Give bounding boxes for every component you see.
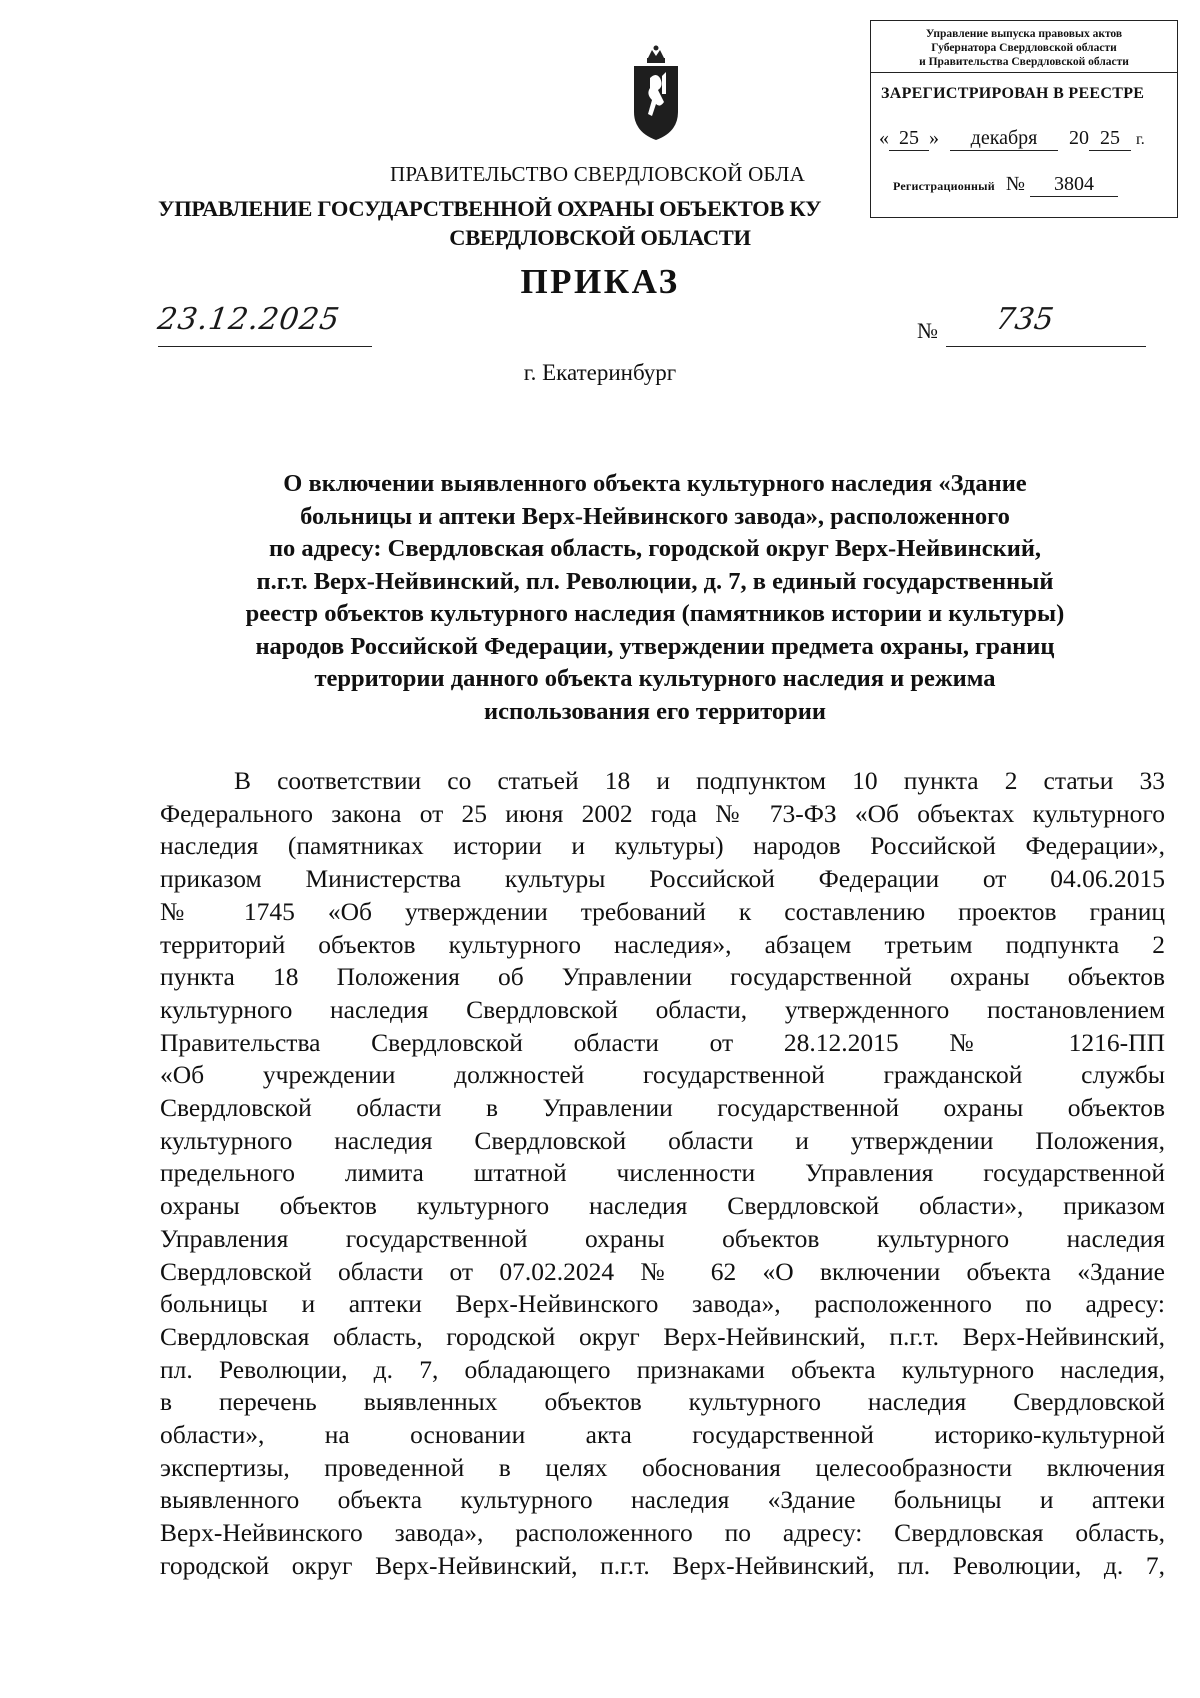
- number-label: №: [917, 318, 938, 343]
- title-line: реестр объектов культурного наследия (памятников истории и культуры): [245, 600, 1065, 627]
- body-line: Свердловской области в Управлении государственной охраны объектов: [160, 1093, 1165, 1123]
- stamp-reg-number: 3804: [1030, 173, 1118, 197]
- title-line: народов Российской Федерации, утверждении предмета охраны, границ: [255, 632, 1055, 660]
- department-name-line-1: УПРАВЛЕНИЕ ГОСУДАРСТВЕННОЙ ОХРАНЫ ОБЪЕКТОВ КУ: [158, 196, 822, 221]
- stamp-number-sign: №: [1005, 173, 1025, 195]
- body-line: области», на основании акта государственной историко-культурной: [160, 1420, 1165, 1450]
- body-line: наследия (памятниках истории и культуры) народов Российской Федерации»,: [160, 831, 1165, 861]
- stamp-year-suffix: 25: [1089, 127, 1131, 151]
- handwritten-number: 735: [993, 302, 1056, 337]
- title-line: О включении выявленного объекта культурного наследия «Здание: [283, 470, 1027, 497]
- body-line: предельного лимита штатной численности Управления государственной: [160, 1158, 1165, 1188]
- coat-of-arms-emblem: [630, 42, 682, 142]
- body-line: Управления государственной охраны объектов культурного наследия: [160, 1223, 1165, 1253]
- body-line: В соответствии со статьей 18 и подпунктом 10 пункта 2 статьи 33: [234, 766, 1165, 795]
- handwritten-number-field: [946, 302, 1146, 347]
- body-line: Свердловская область, городской округ Верх-Нейвинский, п.г.т. Верх-Нейвинский,: [160, 1321, 1165, 1351]
- title-line: территории данного объекта культурного наследия и режима: [314, 665, 996, 692]
- body-line: культурного наследия Свердловской области и утверждении Положения,: [160, 1125, 1165, 1155]
- body-line: пункта 18 Положения об Управлении государственной охраны объектов: [160, 962, 1165, 992]
- body-line: охраны объектов культурного наследия Свердловской области», приказом: [160, 1191, 1165, 1221]
- handwritten-date: 23.12.2025: [155, 302, 343, 337]
- stamp-year-prefix: 20: [1069, 127, 1089, 149]
- stamp-day: 25: [889, 127, 929, 151]
- stamp-month: декабря: [950, 127, 1058, 151]
- title-line: по адресу: Свердловская область, городской округ Верх-Нейвинский,: [268, 535, 1042, 562]
- stamp-reg-label: Регистрационный: [893, 179, 995, 193]
- body-line: в перечень выявленных объектов культурного наследия Свердловской: [160, 1387, 1165, 1417]
- stamp-year-unit: г.: [1136, 131, 1145, 148]
- document-title: [160, 468, 1150, 728]
- stamp-date: [879, 127, 1171, 151]
- stamp-registered-label: ЗАРЕГИСТРИРОВАН В РЕЕСТРЕ: [881, 85, 1145, 102]
- stamp-issuer-line: и Правительства Свердловской области: [919, 56, 1129, 68]
- stamp-quote-open: «: [879, 127, 889, 149]
- title-line: п.г.т. Верх-Нейвинский, пл. Революции, д. 7, в единый государственный: [256, 567, 1054, 595]
- title-line: больницы и аптеки Верх-Нейвинского завода», расположенного: [300, 502, 1010, 530]
- stamp-issuer: [871, 21, 1177, 73]
- body-line: пл. Революции, д. 7, обладающего признаками объекта культурного наследия,: [160, 1354, 1165, 1384]
- stamp-registration-number: [893, 173, 1118, 197]
- stamp-quote-close: »: [929, 127, 939, 149]
- body-line: экспертизы, проведенной в целях обоснования целесообразности включения: [160, 1452, 1165, 1482]
- body-line: территорий объектов культурного наследия», абзацем третьим подпункта 2: [160, 929, 1165, 959]
- handwritten-date-field: [155, 302, 372, 347]
- government-name: ПРАВИТЕЛЬСТВО СВЕРДЛОВСКОЙ ОБЛА: [390, 162, 805, 186]
- stamp-issuer-line: Управление выпуска правовых актов: [925, 28, 1123, 40]
- body-line: выявленного объекта культурного наследия «Здание больницы и аптеки: [160, 1485, 1165, 1515]
- body-line: Федерального закона от 25 июня 2002 года № 73-ФЗ «Об объектах культурного: [160, 798, 1165, 828]
- body-line: больницы и аптеки Верх-Нейвинского завода», расположенного по адресу:: [160, 1289, 1165, 1319]
- body-line: № 1745 «Об утверждении требований к составлению проектов границ: [160, 896, 1165, 926]
- document-type: ПРИКАЗ: [520, 262, 680, 301]
- body-line: культурного наследия Свердловской области, утвержденного постановлением: [160, 994, 1165, 1024]
- stamp-issuer-line: Губернатора Свердловской области: [931, 42, 1117, 54]
- body-line: Верх-Нейвинского завода», расположенного по адресу: Свердловская область,: [160, 1518, 1165, 1548]
- body-line: «Об учреждении должностей государственной гражданской службы: [160, 1060, 1165, 1090]
- department-name-line-2: СВЕРДЛОВСКОЙ ОБЛАСТИ: [449, 225, 751, 250]
- body-line: городской округ Верх-Нейвинский, п.г.т. Верх-Нейвинский, пл. Революции, д. 7,: [160, 1550, 1165, 1580]
- body-line: Правительства Свердловской области от 28.12.2015 № 1216-ПП: [160, 1027, 1165, 1057]
- city: г. Екатеринбург: [523, 360, 677, 385]
- body-line: Свердловской области от 07.02.2024 № 62 «О включении объекта «Здание: [160, 1256, 1165, 1286]
- body-line: приказом Министерства культуры Российской Федерации от 04.06.2015: [160, 864, 1165, 894]
- body-paragraph: [160, 765, 1165, 1583]
- registration-stamp: [870, 20, 1178, 218]
- title-line: использования его территории: [483, 697, 827, 725]
